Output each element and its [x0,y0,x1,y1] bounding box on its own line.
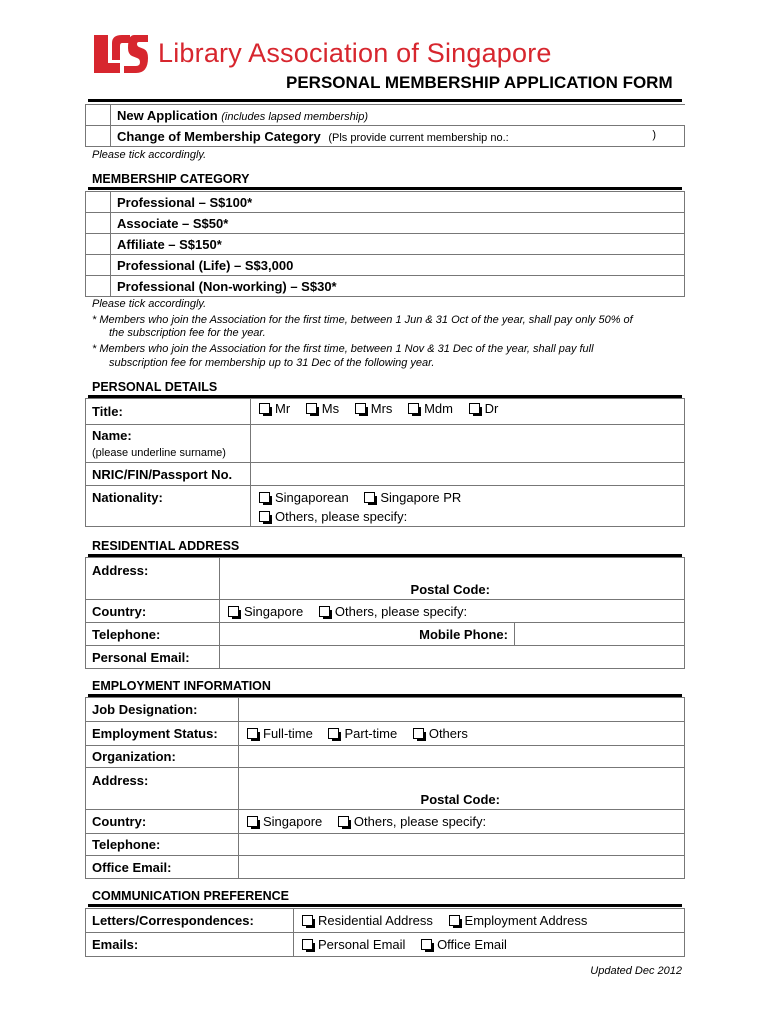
res-address-label: Address: [86,558,220,600]
checkbox-icon[interactable] [247,816,258,827]
nationality-label: Nationality: [86,486,251,527]
organization-label: Organization: [86,746,239,768]
res-country-options: Singapore Others, please specify: [220,600,685,623]
nric-field[interactable] [251,463,685,486]
form-title: PERSONAL MEMBERSHIP APPLICATION FORM [286,73,673,92]
employment-heading: EMPLOYMENT INFORMATION [92,679,271,693]
emp-country-label: Country: [86,810,239,834]
new-application-checkbox[interactable] [86,105,111,126]
category-affiliate-checkbox[interactable] [86,234,111,255]
change-category-label: Change of Membership Category [117,128,321,144]
emp-telephone-field[interactable] [239,834,685,856]
checkbox-icon[interactable] [421,939,432,950]
checkbox-icon[interactable] [364,492,375,503]
res-postal-label: Postal Code: [410,582,490,597]
communication-table [85,908,685,957]
tick-note: Please tick accordingly. [92,149,207,161]
name-field[interactable] [251,425,685,463]
res-telephone-label: Telephone: [86,623,220,646]
category-note: * Members who join the Association for the first time, between 1 Jun & 31 Oct of the year, shall pay only 50% of [92,314,633,326]
checkbox-icon[interactable] [355,403,366,414]
category-note: subscription fee for membership up to 31 Dec of the following year. [109,357,435,369]
name-note: (please underline surname) [92,447,226,459]
job-designation-field[interactable] [239,698,685,722]
category-option: Professional – S$100* [111,192,685,213]
change-category-close: ) [652,129,656,141]
emp-country-options: Singapore Others, please specify: [239,810,685,834]
checkbox-icon[interactable] [338,816,349,827]
checkbox-icon[interactable] [319,606,330,617]
checkbox-icon[interactable] [328,728,339,739]
mobile-label: Mobile Phone: [419,626,508,642]
name-label: Name: [92,428,132,443]
office-email-label: Office Email: [86,856,239,879]
category-life-checkbox[interactable] [86,255,111,276]
checkbox-icon[interactable] [408,403,419,414]
emp-postal-label: Postal Code: [420,792,500,807]
membership-category-table [85,191,685,297]
checkbox-icon[interactable] [306,403,317,414]
personal-details-table [85,398,685,527]
change-category-checkbox[interactable] [86,126,111,147]
category-option: Professional (Life) – S$3,000 [111,255,685,276]
category-non-working-checkbox[interactable] [86,276,111,297]
nationality-options: Singaporean Singapore PR Others, please specify: [251,486,685,527]
personal-email-field[interactable] [220,646,685,669]
new-application-note: (includes lapsed membership) [221,110,368,123]
personal-email-label: Personal Email: [86,646,220,669]
checkbox-icon[interactable] [259,403,270,414]
application-type-table [85,104,685,147]
res-address-field[interactable] [220,558,685,600]
emails-options: Personal Email Office Email [294,933,685,957]
employment-table [85,697,685,879]
updated-note: Updated Dec 2012 [590,965,682,977]
checkbox-icon[interactable] [228,606,239,617]
las-logo-icon [90,33,150,75]
category-note: the subscription fee for the year. [109,327,266,339]
emp-address-field[interactable] [239,768,685,810]
communication-heading: COMMUNICATION PREFERENCE [92,889,289,903]
mobile-field[interactable] [515,623,685,646]
checkbox-icon[interactable] [469,403,480,414]
emp-address-label: Address: [86,768,239,810]
title-rule [88,99,682,102]
title-options: Mr Ms Mrs Mdm Dr [251,399,685,425]
personal-details-heading: PERSONAL DETAILS [92,380,218,394]
title-label: Title: [86,399,251,425]
category-option: Associate – S$50* [111,213,685,234]
letters-options: Residential Address Employment Address [294,909,685,933]
category-option: Professional (Non-working) – S$30* [111,276,685,297]
organization-field[interactable] [239,746,685,768]
category-professional-checkbox[interactable] [86,192,111,213]
new-application-label: New Application [117,107,218,123]
category-associate-checkbox[interactable] [86,213,111,234]
change-category-note: (Pls provide current membership no.: [328,131,509,144]
category-option: Affiliate – S$150* [111,234,685,255]
employment-status-options: Full-time Part-time Others [239,722,685,746]
emails-label: Emails: [86,933,294,957]
residential-address-table [85,557,685,669]
checkbox-icon[interactable] [247,728,258,739]
category-note: Please tick accordingly. [92,298,207,310]
org-name: Library Association of Singapore [158,38,552,68]
category-note: * Members who join the Association for the first time, between 1 Nov & 31 Dec of the year, shall pay full [92,343,594,355]
checkbox-icon[interactable] [302,915,313,926]
res-telephone-field[interactable] [220,623,515,646]
employment-status-label: Employment Status: [86,722,239,746]
checkbox-icon[interactable] [449,915,460,926]
nric-label: NRIC/FIN/Passport No. [86,463,251,486]
membership-category-heading: MEMBERSHIP CATEGORY [92,172,250,186]
checkbox-icon[interactable] [259,511,270,522]
res-country-label: Country: [86,600,220,623]
checkbox-icon[interactable] [259,492,270,503]
job-designation-label: Job Designation: [86,698,239,722]
emp-telephone-label: Telephone: [86,834,239,856]
checkbox-icon[interactable] [302,939,313,950]
residential-address-heading: RESIDENTIAL ADDRESS [92,539,240,553]
checkbox-icon[interactable] [413,728,424,739]
office-email-field[interactable] [239,856,685,879]
letters-label: Letters/Correspondences: [86,909,294,933]
